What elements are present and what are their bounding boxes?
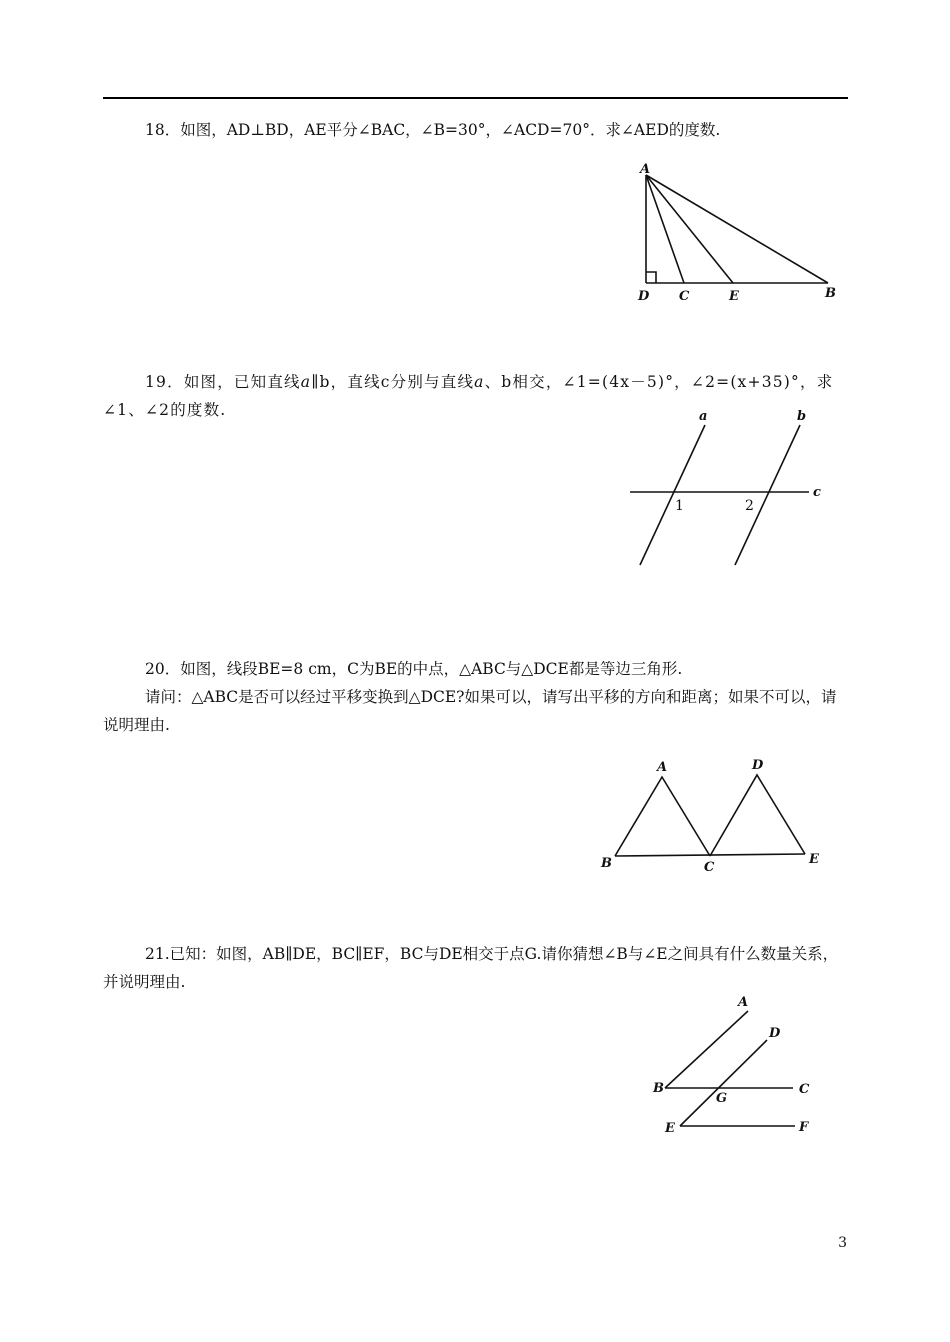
line-a <box>640 425 705 565</box>
label-e: E <box>729 289 739 304</box>
label-a: A <box>640 162 651 177</box>
label-angle-1: 1 <box>675 498 684 514</box>
segment-ae <box>646 175 733 283</box>
triangle-abc <box>615 777 710 856</box>
label-a: A <box>657 760 668 775</box>
page-number: 3 <box>838 1235 847 1251</box>
segment-ed <box>680 1040 767 1126</box>
question-21-text: 21.已知：如图，AB∥DE，BC∥EF，BC与DE相交于点G.请你猜想∠B与∠E之间具有什么数量关系，并说明理由. <box>103 945 839 991</box>
figure-20 <box>595 755 825 875</box>
triangle-dce <box>710 775 805 856</box>
segment-ac <box>646 175 684 283</box>
question-19-text: 19．如图，已知直线a∥b，直线c分别与直线a、b相交，∠1=(4x－5)°，∠2=(x+35)°，求∠1、∠2的度数. <box>103 373 834 419</box>
label-b: B <box>601 856 612 871</box>
label-e: E <box>665 1121 675 1136</box>
label-b: B <box>825 286 836 301</box>
label-f: F <box>799 1120 809 1135</box>
label-line-b: b <box>797 409 807 424</box>
label-b: B <box>653 1081 664 1096</box>
label-d: D <box>752 758 764 773</box>
figure-19 <box>625 400 850 570</box>
label-line-c: c <box>813 485 821 500</box>
question-18-text: 18．如图，AD⊥BD，AE平分∠BAC，∠B=30°，∠ACD=70°．求∠AED的度数. <box>145 121 721 139</box>
header-rule <box>103 97 848 99</box>
figure-18 <box>630 160 840 310</box>
segment-ab <box>646 175 828 283</box>
label-angle-2: 2 <box>745 498 754 514</box>
label-g: G <box>716 1091 728 1106</box>
question-20-line2: 请问：△ABC是否可以经过平移变换到△DCE?如果可以，请写出平移的方向和距离；如果不可以，请说明理由. <box>103 688 837 734</box>
line-b <box>735 425 800 565</box>
question-20-line1: 20．如图，线段BE=8 cm，C为BE的中点，△ABC与△DCE都是等边三角形. <box>145 660 683 678</box>
segment-ab <box>665 1011 748 1088</box>
label-line-a: a <box>699 409 708 424</box>
label-c: C <box>704 860 715 875</box>
label-c: C <box>799 1082 810 1097</box>
label-a: A <box>738 995 749 1010</box>
label-c: C <box>679 289 690 304</box>
right-angle-mark <box>646 272 656 283</box>
label-d: D <box>638 289 650 304</box>
figure-21 <box>645 990 830 1140</box>
label-e: E <box>809 852 819 867</box>
label-d: D <box>769 1026 781 1041</box>
